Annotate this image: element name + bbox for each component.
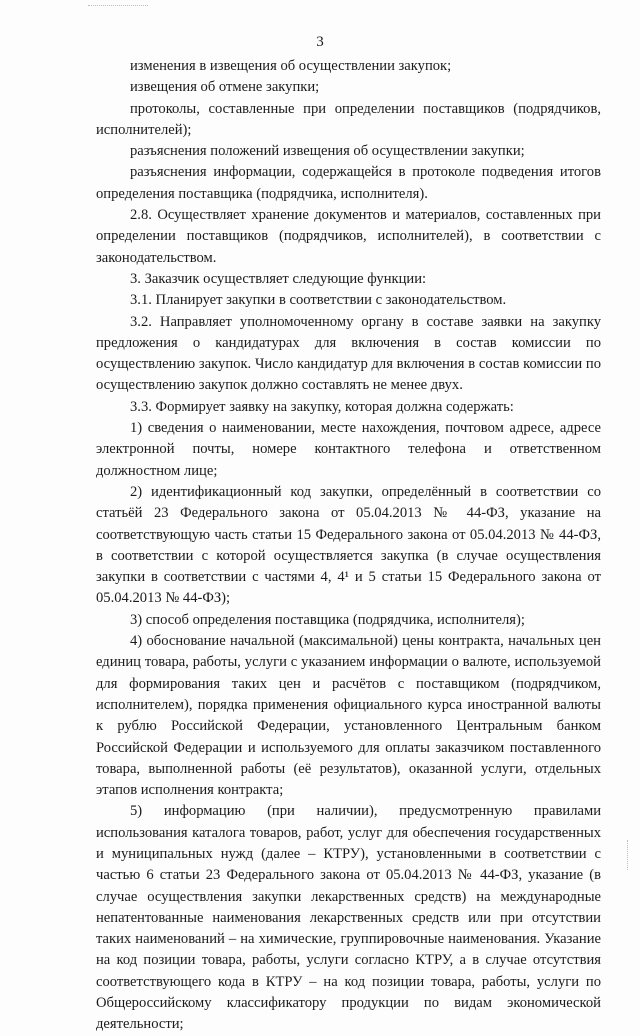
paragraph-15: 5) информацию (при наличии), предусмотренную правилами использования каталога товаров, работ, услуг для обеспечения государственных и муниципальных нужд (далее – КТРУ), установленными в соответствии с частью 6 статьи 23 Федерального закона от 05.04.2013 № 44-ФЗ, указание (в случае осуществления закупки лекарственных средств) на международные непатентованные наименования лекарственных средств или при отсутствии таких наименований – на химические, группировочные наименования. Указание на код позиции товара, работы, услуги согласно КТРУ, а в случае отсутствия соответствующего кода в КТРУ – на код позиции товара, работы, услуги по Общероссийскому классификатору продукции по видам экономической деятельности; [96,803,601,1033]
paragraph-9: 3.2. Направляет уполномоченному органу в составе заявки на закупку предложения о кандидатурах для включения в состав комиссии по осуществлению закупок. Число кандидатур для включения в состав комиссии по осуществлению закупок должно составлять не менее двух. [96,313,601,394]
paragraph-4: разъяснения положений извещения об осуществлении закупки; [130,143,525,160]
paragraph-8: 3.1. Планирует закупки в соответствии с законодательством. [130,292,507,309]
paragraph-2: извещения об отмене закупки; [130,79,320,96]
paragraph-7: 3. Заказчик осуществляет следующие функции: [130,270,427,287]
paragraph-1: изменения в извещения об осуществлении закупок; [130,58,452,74]
paragraph-3: протоколы, составленные при определении поставщиков (подрядчиков, исполнителей); [96,100,601,138]
paragraph-6: 2.8. Осуществляет хранение документов и материалов, составленных при определении поставщиков (подрядчиков, исполнителей), в соответствии с законодательством. [96,207,601,266]
paragraph-14: 4) обоснование начальной (максимальной) цены контракта, начальных цен единиц товара, работы, услуги с указанием информации о валюте, используемой для формирования таких цен и расчётов с поставщиком (подрядчиком, исполнителем), порядка применения официального курса иностранной валюты к рублю Российской Федерации, установленного Центральным банком Российской Федерации и используемого для оплаты заказчиком поставленного товара, выполненной работы (её результатов), оказанной услуги, отдельных этапов исполнения контракта; [96,633,601,799]
paragraph-12: 2) идентификационный код закупки, определённый в соответствии со статьёй 23 Федерального закона от 05.04.2013 № 44-ФЗ, указание на соответствующую часть статьи 15 Федерального закона от 05.04.2013 № 44-ФЗ, в соответствии с которой осуществляется закупка (в случае осуществления закупки в соответствии с частями 4, 4¹ и 5 статьи 15 Федерального закона от 05.04.2013 № 44-ФЗ); [96,483,601,607]
paragraph-5: разъяснения информации, содержащейся в протоколе подведения итогов определения поставщика (подрядчика, исполнителя). [96,164,601,202]
document-body [96,56,601,1036]
scan-artifact-right [627,840,630,870]
paragraph-13: 3) способ определения поставщика (подрядчика, исполнителя); [130,611,525,628]
page-number: 3 [316,34,324,50]
paragraph-11: 1) сведения о наименовании, месте нахождения, почтовом адресе, адресе электронной почты, номере контактного телефона и ответственном должностном лице; [96,420,601,479]
scan-artifact [88,5,148,8]
paragraph-10: 3.3. Формирует заявку на закупку, которая должна содержать: [130,398,514,415]
